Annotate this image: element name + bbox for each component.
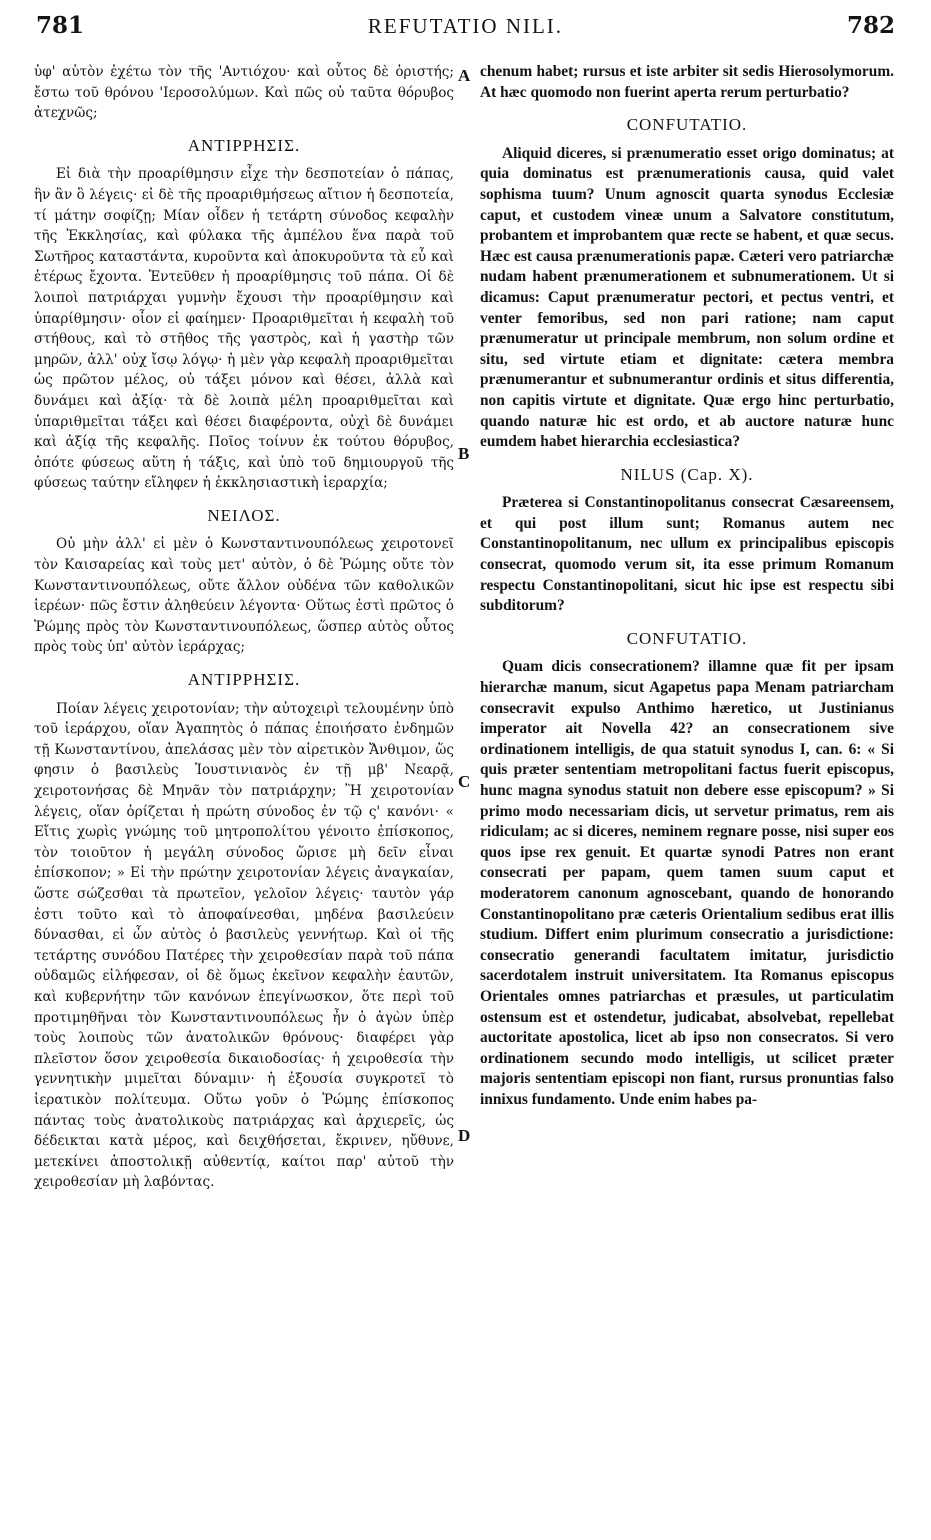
greek-paragraph-2: Οὐ μὴν ἀλλ' εἰ μὲν ὁ Κωνσταντινουπόλεως χειροτονεῖ τὸν Καισαρείας καὶ τοὺς μετ' αὐτὸν, ὁ δὲ Ῥώμης οὔτε τὸν Κωνσταντινουπόλεως, οὔτε ἄλλον οὐδένα τῶν καθολικῶν ἱερέων· πῶς ἔστιν ἀληθεύειν λέγοντα· Οὕτως ἐστὶ πρῶτος ὁ Ῥώμης πρὸς τὸν Κωνσταντινουπόλεως, ὥσπερ αὐτὸς οὗτος πρὸς τοὺς ὑπ' αὐτὸν ἱεράρχας; [34, 536, 454, 656]
latin-column [480, 62, 894, 1113]
greek-column [34, 62, 454, 1195]
margin-marker-a: A [458, 66, 471, 85]
latin-paragraph-3: Quam dicis consecrationem? illamne quæ fit per ipsam hierarchæ manum, sicut Agapetus papa Menam patriarcham consecravit expulso Anthimo hæretico, ut Justinianus imperator ait Novella 42? an consecrationem sive ordinationem intelligis, de qua statuit synodus I, can. 6: « Si quis præter sententiam metropolitani factus fuerit episcopus, hunc magna synodus statuit non debere esse episcopum? » Si primo modo necessariam dicis, ut servetur primatus, rem ais ridiculam; ac si diceres, neminem regnare posse, nisi super eos quos ipse rex genuit. Et quartæ synodi Patres non erant consecrati per papam, quem tamen suum caput et moderatorem canonum agnoscebant, quando de honorando Constantinopolitano præ cæteris Orientalium sedibus erat illis studium. Differt enim plurimum consecratio a jurisdictione: consecratio generandi facultatem imitatur, jurisdictio sacerdotalem instruit universitatem. Ita Romanus episcopus Orientales omnes patriarchas et præsules, ut particulatim ostensum est et ostendetur, judicabat, absolvebat, repellebat auctoritate apostolica, licet ab ipso non consecratos. Si vero ordinationem secundo modo intelligis, ut scilicet præter majoris sententiam episcopi non fiant, rursus pronuntias falso innixus fundamento. Unde enim habes pa- [480, 658, 894, 1108]
greek-heading-neilos: ΝΕΙΛΟΣ. [207, 505, 281, 525]
page-number-right: 782 [846, 12, 895, 39]
margin-marker-d: D [458, 1126, 471, 1145]
greek-paragraph-1: Εἰ διὰ τὴν προαρίθμησιν εἶχε τὴν δεσποτείαν ὁ πάπας, ἣν ἂν ὃ λέγεις· εἰ δὲ τῆς προαριθμήσεως αἴτιον ἡ δεσποτεία, τί μάτην σοφίζῃ; Μίαν οἶδεν ἡ τετάρτη σύνοδος κεφαλὴν τῆς Ἐκκλησίας, καὶ φύλακα τῆς ἀμπέλου ἕνα παρὰ τοῦ Σωτῆρος καταστάντα, κυροῦντα καὶ ἀποκυροῦντα τὰ εὖ καὶ ἑτέρως ἔχοντα. Ἐντεῦθεν ἡ προαρίθμησις τοῦ πάπα. Οἱ δὲ λοιποὶ πατριάρχαι γυμνὴν ἔχουσι τὴν προαρίθμησιν καὶ ὑπαρίθμησιν· οἷον εἰ φαίημεν· Προαριθμεῖται ἡ κεφαλὴ τοῦ στήθους, καὶ τὸ στῆθος τῆς γαστρὸς, καὶ ἡ γαστὴρ τῶν μηρῶν, ἀλλ' οὐχ ἴσῳ λόγῳ· ἡ μὲν γὰρ κεφαλὴ προαριθμεῖται ὡς πρῶτον μέλος, οὐ τάξει μόνον καὶ θέσει, ἀλλὰ καὶ δυνάμει καὶ ἀξίᾳ· τὰ δὲ λοιπὰ μέλη προαριθμεῖται καὶ ὑπαριθμεῖται τάξει καὶ θέσει διαφέροντα, οὐχὶ δὲ δυνάμει καὶ ἀξίᾳ τῆς κεφαλῆς. Ποῖος τοίνυν ἐκ τούτου θόρυβος, ὁπότε φύσεως αὕτη ἡ τάξις, καὶ ὑπὸ τοῦ δημιουργοῦ τῆς φύσεως ταύτην εἴληφεν ἡ ἐκκλησιαστικὴ ἱεραρχία; [34, 166, 454, 492]
margin-marker-c: C [458, 772, 471, 791]
greek-heading-antirrhesis-1: ΑΝΤΙΡΡΗΣΙΣ. [187, 135, 301, 155]
margin-marker-b: B [458, 444, 470, 463]
greek-heading-antirrhesis-2: ΑΝΤΙΡΡΗΣΙΣ. [187, 670, 301, 690]
latin-heading-confutatio-2: CONFUTATIO. [626, 628, 748, 648]
running-title: REFUTATIO NILI. [367, 14, 564, 38]
latin-paragraph-2: Præterea si Constantinopolitanus consecrat Cæsareensem, et qui post illum sunt; Romanus autem nec Constantinopolitanum, nec ullum ex principalibus episcopis consecrat, quomodo verum sit, ita esse primum Romanum respectu Constantinopolitani, sicut hic ipse est respectu sibi subditorum? [480, 494, 894, 615]
greek-intro-paragraph: ὑφ' αὑτὸν ἐχέτω τὸν τῆς 'Αντιόχου· καὶ οὗτος δὲ ὁριστής; ἔστω τοῦ θρόνου 'Ιεροσολύμων. Καὶ πῶς οὐ ταῦτα θόρυβος ἀτεχνῶς; [34, 64, 454, 122]
latin-intro-paragraph: chenum habet; rursus et iste arbiter sit sedis Hierosolymorum. At hæc quomodo non fuerint aperta rerum perturbatio? [480, 63, 894, 101]
latin-heading-confutatio-1: CONFUTATIO. [626, 115, 748, 135]
page-header [0, 12, 931, 52]
latin-heading-nilus: NILUS (Cap. X). [620, 464, 754, 484]
page-number-left: 781 [36, 12, 85, 39]
latin-paragraph-1: Aliquid diceres, si prænumeratio esset origo dominatus; at quia dominatus est prænumerationis causa, quid valet sophisma tuum? Unum agnoscit quarta synodus Ecclesiæ caput, et custodem vineæ unum a Salvatore constitutum, probantem et improbantem quæ recte se habent, et quæ secus. Hæc est causa prænumerationis papæ. Cæteri vero patriarchæ nudam habent prænumerationem et subnumerationem. Ut si dicamus: Caput prænumeratur pectori, et pectus ventri, et venter femoribus, sed non pari ratione; nam caput prænumeratur ut principale membrum, non solum ordine et situ, sed virtute etiam et dignitate: cætera membra prænumerantur et subnumerantur ordinis et situs differentia, non capitis virtute et dignitate. Quæ ergo hinc perturbatio, quando naturæ hic est ordo, et ab auctore naturæ hunc eumdem habet hierarchia ecclesiastica? [480, 144, 894, 451]
greek-paragraph-3: Ποίαν λέγεις χειροτονίαν; τὴν αὐτοχειρὶ τελουμένην ὑπὸ τοῦ ἱεράρχου, οἵαν Ἀγαπητὸς ὁ πάπας ἐποιήσατο ἐνδημῶν τῇ Κωνσταντίνου, ἀπελάσας μὲν τὸν αἱρετικὸν Ἄνθιμον, ὥς φησιν ὁ βασιλεὺς Ἰουστινιανὸς ἐν τῇ μβ' Νεαρᾷ, χειροτονήσας δὲ Μηνᾶν τὸν πατριάρχην; Ἢ χειροτονίαν λέγεις, οἵαν ὁρίζεται ἡ πρώτη σύνοδος ἐν τῷ ς' κανόνι· « Εἴτις χωρὶς γνώμης τοῦ μητροπολίτου γένοιτο ἐπίσκοπος, τὸν τοιοῦτον ἡ μεγάλη σύνοδος ὥρισε μὴ δεῖν εἶναι ἐπίσκοπον; » Εἰ τὴν πρώτην χειροτονίαν λέγεις ἀναγκαίαν, ὥστε σώζεσθαι τὰ πρωτεῖον, γελοῖον λέγεις· ταυτὸν γάρ ἐστι τοῦτο καὶ τὸ ἀποφαίνεσθαι, μηδένα βασιλεύειν δύνασθαι, εἰ ὧν αὐτὸς ὁ βασιλεὺς γεννήτωρ. Καὶ οἱ τῆς τετάρτης συνόδου Πατέρες τὴν χειροθεσίαν παρὰ τοῦ πάπα οὐδαμῶς εἰλήφεσαν, οἱ δὲ ὅμως ἐκεῖνον κεφαλὴν ἑαυτῶν, καὶ κυβερνήτην τῶν κανόνων ἐπεγίνωσκον, ὅτε περὶ τοῦ προτιμηθῆναι τὸν Κωνσταντινουπόλεως ἦν ὁ ἀγὼν ὑπὲρ τοὺς λοιποὺς τῶν ἀνατολικῶν θρόνους· διαφέρει γὰρ πλεῖστον ὅσον χειροθεσία δικαιοδοσίας· ἡ χειροθεσία τὴν γεννητικὴν μιμεῖται δύναμιν· ἡ ἐξουσία συγκροτεῖ τὸ ἱερατικὸν πολίτευμα. Οὕτω γοῦν ὁ Ῥώμης ἐπίσκοπος πάντας τοὺς ἀνατολικοὺς πατριάρχας καὶ ἀρχιερεῖς, ὡς δέδεικται κατὰ μέρος, καὶ δειχθήσεται, ἔκρινεν, ηὔθυνε, μετεκίνει ἀποστολικῇ αὐθεντίᾳ, καίτοι παρ' αὐτοῦ τὴν χειροθεσίαν μὴ λαβόντας. [34, 700, 454, 1191]
